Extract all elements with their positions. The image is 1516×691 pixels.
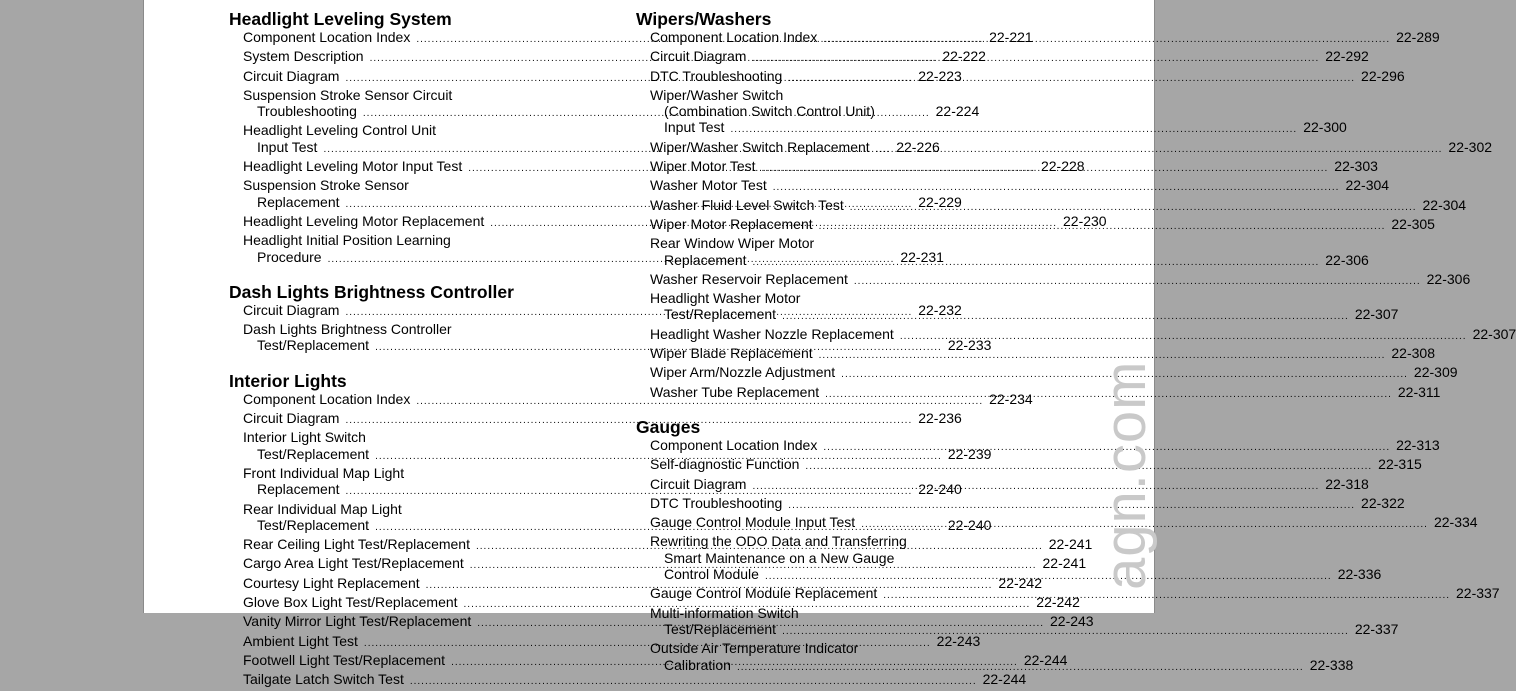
entry-text: Input Test — [257, 138, 318, 155]
toc-entry[interactable] — [650, 494, 1405, 514]
entry-text: Self-diagnostic Function — [650, 456, 800, 473]
dot-leader — [850, 200, 1417, 216]
page-number: 22-338 — [1309, 656, 1354, 673]
entry-text: Rear Ceiling Light Test/Replacement — [243, 536, 470, 553]
page-number: 22-315 — [1378, 456, 1422, 473]
entry-text: Headlight Initial Position Learning — [243, 232, 451, 249]
entry-text: Suspension Stroke Sensor Circuit — [243, 86, 453, 103]
entry-text: Headlight Leveling Motor Replacement — [243, 212, 485, 229]
page-number: 22-302 — [1448, 138, 1493, 155]
page-number: 22-231 — [900, 248, 944, 265]
dot-leader — [773, 180, 1340, 196]
page-number: 22-300 — [1303, 119, 1347, 136]
page-number: 22-221 — [989, 29, 1033, 45]
dot-leader — [762, 161, 1329, 177]
page-number: 22-296 — [1361, 67, 1405, 84]
entry-text: Outside Air Temperature Indicator — [650, 640, 859, 657]
entry-text: Circuit Diagram — [650, 48, 747, 65]
entry-text: Replacement — [257, 193, 340, 210]
page-number: 22-289 — [1396, 29, 1440, 45]
dot-leader — [782, 309, 1349, 325]
entry-text: Glove Box Light Test/Replacement — [243, 594, 458, 611]
page-number: 22-311 — [1397, 383, 1441, 400]
entry-text: DTC Troubleshooting — [650, 494, 783, 511]
entry-text: Wiper/Washer Switch Replacement — [650, 138, 870, 155]
entry-text: Calibration — [664, 656, 731, 673]
toc-entry[interactable] — [650, 364, 1458, 383]
entry-text: Test/Replacement — [257, 337, 370, 354]
entry-text: Circuit Diagram — [650, 475, 747, 492]
page-number: 22-230 — [1063, 212, 1107, 229]
entry-text: Rear Window Wiper Motor — [650, 235, 815, 252]
page-number: 22-222 — [942, 48, 986, 65]
page-number: 22-322 — [1361, 494, 1405, 511]
entry-text: Washer Reservoir Replacement — [650, 270, 848, 287]
entry-text: Gauge Control Module Input Test — [650, 514, 856, 531]
page-number: 22-244 — [982, 671, 1027, 688]
entry-text: Rewriting the ODO Data and Transferring — [650, 533, 907, 550]
section-title: Gauges — [636, 416, 701, 437]
page-number: 22-240 — [918, 481, 962, 498]
page-number: 22-307 — [1354, 306, 1399, 323]
entry-text: Component Location Index — [650, 29, 818, 45]
entry-text: Circuit Diagram — [243, 67, 340, 84]
dot-leader — [883, 588, 1450, 604]
entry-text: Headlight Washer Motor — [650, 290, 801, 307]
page-number: 22-334 — [1433, 514, 1478, 531]
toc-entry[interactable] — [650, 138, 1493, 158]
page-number: 22-243 — [1050, 613, 1094, 630]
entry-text: Footwell Light Test/Replacement — [243, 651, 446, 668]
dot-leader — [876, 142, 1443, 158]
dot-leader — [753, 255, 1320, 271]
entry-text: Vanity Mirror Light Test/Replacement — [243, 613, 472, 630]
entry-text: Headlight Washer Nozzle Replacement — [650, 325, 894, 342]
toc-entry[interactable] — [650, 325, 1516, 345]
entry-text: Test/Replacement — [257, 516, 370, 533]
page-number: 22-309 — [1413, 364, 1458, 381]
entry-text: Circuit Diagram — [243, 410, 340, 427]
dot-leader — [788, 71, 1355, 87]
page-number: 22-240 — [947, 516, 992, 533]
entry-text: Multi-information Switch — [650, 604, 799, 621]
entry-text: System Description — [243, 48, 364, 65]
entry-text: Circuit Diagram — [243, 301, 340, 318]
page-number: 22-304 — [1422, 196, 1467, 213]
entry-text: Test/Replacement — [664, 306, 777, 323]
toc-entry[interactable] — [243, 29, 1033, 48]
entry-text: Washer Fluid Level Switch Test — [650, 196, 844, 213]
toc-entry[interactable] — [650, 196, 1467, 216]
dot-leader — [752, 51, 1319, 67]
page-number: 22-229 — [918, 193, 962, 210]
page-number: 22-239 — [947, 445, 992, 462]
page-number: 22-337 — [1354, 620, 1399, 637]
entry-text: Interior Light Switch — [243, 429, 366, 446]
toc-entry[interactable] — [243, 671, 1027, 690]
dot-leader — [730, 122, 1297, 138]
page-number: 22-308 — [1391, 345, 1435, 362]
page-number: 22-241 — [1048, 536, 1093, 553]
entry-text: Suspension Stroke Sensor — [243, 177, 409, 194]
entry-text: Test/Replacement — [257, 445, 370, 462]
toc-entry[interactable] — [650, 67, 1405, 87]
dot-leader — [752, 479, 1319, 498]
entry-text: Control Module — [664, 566, 759, 583]
entry-text: Component Location Index — [243, 390, 411, 407]
page-number: 22-241 — [1042, 555, 1087, 572]
toc-entry[interactable] — [243, 613, 1094, 632]
page-number: 22-306 — [1325, 251, 1369, 268]
toc-entry[interactable] — [650, 290, 1399, 326]
page-number: 22-224 — [935, 103, 980, 120]
entry-text: DTC Troubleshooting — [650, 67, 783, 84]
entry-text: Front Individual Map Light — [243, 464, 405, 481]
page-number: 22-304 — [1345, 177, 1390, 194]
page-number: 22-243 — [936, 632, 981, 649]
document-page — [143, 0, 1516, 688]
toc-entry[interactable] — [650, 48, 1369, 67]
entry-text: Smart Maintenance on a New Gauge — [664, 549, 895, 566]
entry-text: Tailgate Latch Switch Test — [243, 671, 404, 688]
entry-text: Gauge Control Module Replacement — [650, 585, 878, 602]
toc-entry[interactable] — [650, 514, 1478, 533]
page-number: 22-292 — [1325, 48, 1369, 65]
entry-text: Ambient Light Test — [243, 632, 358, 649]
section-title: Interior Lights — [229, 370, 347, 391]
page-number: 22-233 — [947, 337, 992, 354]
entry-text: Troubleshooting — [257, 103, 357, 120]
entry-text: Washer Tube Replacement — [650, 383, 820, 400]
watermark-text: agn.com — [1093, 360, 1158, 590]
entry-text: Courtesy Light Replacement — [243, 574, 420, 591]
entry-text: Wiper Motor Replacement — [650, 215, 813, 232]
entry-text: Component Location Index — [243, 29, 411, 45]
page-number: 22-223 — [918, 67, 962, 84]
dot-leader — [854, 274, 1421, 290]
page-number: 22-306 — [1426, 270, 1471, 287]
toc-entry[interactable] — [650, 475, 1369, 498]
entry-text: Headlight Leveling Motor Input Test — [243, 158, 463, 175]
page-number: 22-337 — [1456, 585, 1500, 602]
page-number: 22-305 — [1391, 215, 1435, 232]
entry-text: Input Test — [664, 119, 725, 136]
entry-text: Dash Lights Brightness Controller — [243, 321, 452, 338]
dot-leader — [819, 219, 1386, 235]
dot-leader — [823, 32, 1390, 48]
page-number: 22-313 — [1396, 436, 1440, 453]
page-number: 22-242 — [998, 574, 1042, 591]
toc-entry[interactable] — [650, 86, 1347, 139]
entry-text: Replacement — [257, 481, 340, 498]
page-number: 22-232 — [918, 301, 962, 318]
dot-leader — [788, 498, 1355, 514]
toc-entry[interactable] — [650, 436, 1440, 456]
page-number: 22-242 — [1036, 594, 1080, 611]
toc-entry[interactable] — [650, 345, 1435, 364]
toc-entry[interactable] — [650, 177, 1390, 196]
section-title: Wipers/Washers — [636, 9, 772, 29]
entry-text: Wiper Motor Test — [650, 158, 756, 175]
page-number: 22-234 — [989, 390, 1033, 407]
toc-entry[interactable] — [650, 456, 1422, 475]
entry-text: Wiper Blade Replacement — [650, 345, 813, 362]
page-number: 22-307 — [1472, 325, 1516, 342]
entry-text: (Combination Switch Control Unit) — [664, 103, 875, 120]
entry-text: Component Location Index — [650, 436, 818, 453]
page-number: 22-336 — [1337, 566, 1382, 583]
entry-text: Headlight Leveling Control Unit — [243, 122, 436, 139]
entry-text: Replacement — [664, 251, 747, 268]
entry-text: Washer Motor Test — [650, 177, 767, 194]
page-number: 22-318 — [1325, 475, 1369, 492]
section-title: Dash Lights Brightness Controller — [229, 281, 514, 302]
page-number: 22-236 — [918, 410, 962, 427]
toc-entry[interactable] — [650, 235, 1369, 271]
dot-leader — [782, 624, 1349, 640]
dot-leader — [805, 459, 1372, 475]
dot-leader — [737, 660, 1304, 676]
entry-text: Cargo Area Light Test/Replacement — [243, 555, 464, 572]
entry-text: Rear Individual Map Light — [243, 500, 402, 517]
page-number: 22-226 — [896, 138, 940, 155]
section-title: Headlight Leveling System — [229, 9, 452, 29]
page-number: 22-244 — [1023, 651, 1068, 668]
entry-text: Procedure — [257, 248, 322, 265]
toc-entry[interactable] — [650, 270, 1471, 290]
dot-leader — [900, 329, 1467, 345]
dot-leader — [765, 569, 1332, 585]
page-number: 22-303 — [1334, 158, 1378, 175]
page-number: 22-228 — [1040, 158, 1085, 175]
entry-text: Wiper/Washer Switch — [650, 86, 784, 103]
dot-leader — [410, 674, 977, 690]
entry-text: Test/Replacement — [664, 620, 777, 637]
entry-text: Wiper Arm/Nozzle Adjustment — [650, 364, 836, 381]
